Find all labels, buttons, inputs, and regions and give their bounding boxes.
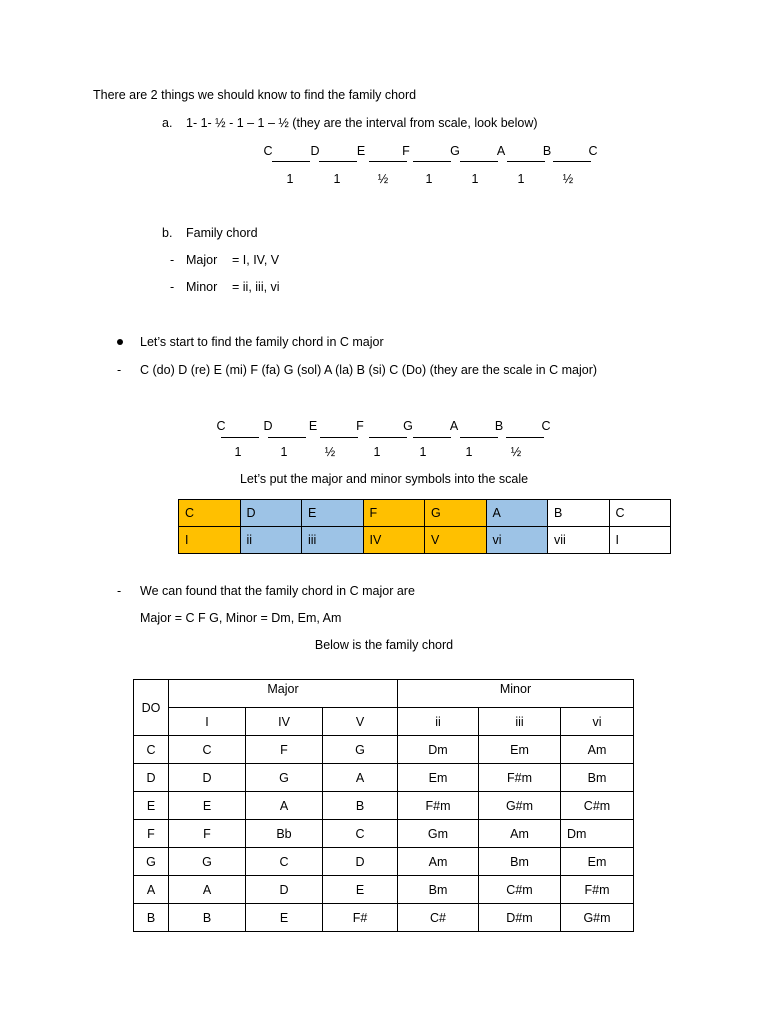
family-chord-cell: C xyxy=(246,848,323,876)
minor-label: Minor xyxy=(186,280,218,294)
table-row xyxy=(134,736,634,764)
family-chord-cell: Em xyxy=(479,736,561,764)
scale-interval-value: 1 xyxy=(465,445,473,459)
scale-table-note-cell: C xyxy=(609,500,671,527)
dash-marker-2: - xyxy=(117,584,122,598)
family-chord-cell: Gm xyxy=(398,820,479,848)
scale-interval-value: 1 xyxy=(419,445,427,459)
scale-note: D xyxy=(263,419,273,433)
scale-interval-value: ½ xyxy=(324,445,336,459)
family-chord-cell: Am xyxy=(561,736,634,764)
scale-note: D xyxy=(310,144,320,158)
family-chord-cell: B xyxy=(323,792,398,820)
family-chord-cell: Bm xyxy=(398,876,479,904)
family-chord-cell: Bm xyxy=(561,764,634,792)
family-chord-cell: C#m xyxy=(561,792,634,820)
scale-note: C xyxy=(216,419,226,433)
family-subheader-cell: iii xyxy=(479,708,561,736)
family-subheader-cell: ii xyxy=(398,708,479,736)
dash-marker-1: - xyxy=(117,363,122,377)
family-chord-cell: Am xyxy=(398,848,479,876)
item-b-marker: b. xyxy=(162,226,173,240)
major-label: Major xyxy=(186,253,218,267)
family-subheader-cell: V xyxy=(323,708,398,736)
family-chord-cell: G xyxy=(169,848,246,876)
scale-table-numeral-cell: I xyxy=(609,527,671,554)
scale-note: G xyxy=(450,144,460,158)
family-chord-cell: C xyxy=(169,736,246,764)
table-row xyxy=(134,764,634,792)
scale-interval-line xyxy=(507,161,545,162)
scale-table-notes-row xyxy=(179,500,671,527)
scale-interval-value: 1 xyxy=(286,172,294,186)
family-root-cell: G xyxy=(134,848,169,876)
scale-note: A xyxy=(449,419,459,433)
family-chord-cell: F xyxy=(169,820,246,848)
item-a-text: 1- 1- ½ - 1 – 1 – ½ (they are the interval from scale, look below) xyxy=(186,116,538,130)
scale-note: C xyxy=(263,144,273,158)
scale-interval-line xyxy=(369,161,407,162)
scale-interval-value: 1 xyxy=(425,172,433,186)
family-chord-cell: F# xyxy=(323,904,398,932)
minor-dash: - xyxy=(170,280,175,294)
family-chord-cell: D xyxy=(169,764,246,792)
scale-interval-value: 1 xyxy=(373,445,381,459)
family-chord-cell: F xyxy=(246,736,323,764)
item-a-marker: a. xyxy=(162,116,173,130)
scale-note: E xyxy=(356,144,366,158)
scale-table-note-cell: E xyxy=(302,500,364,527)
scale-interval-line xyxy=(369,437,407,438)
scale-table-numerals-row xyxy=(179,527,671,554)
table-row xyxy=(134,848,634,876)
scale-interval-line xyxy=(553,161,591,162)
scale-interval-value: ½ xyxy=(510,445,522,459)
family-chord-cell: D xyxy=(323,848,398,876)
family-chord-cell: C# xyxy=(398,904,479,932)
scale-table-note-cell: D xyxy=(240,500,302,527)
scale-interval-value: 1 xyxy=(517,172,525,186)
scale-note: F xyxy=(356,419,364,433)
family-chord-cell: F#m xyxy=(479,764,561,792)
scale-note: G xyxy=(403,419,413,433)
family-chord-cell: Em xyxy=(561,848,634,876)
bullet-icon xyxy=(117,339,123,345)
scale-note: C xyxy=(541,419,551,433)
major-dash: - xyxy=(170,253,175,267)
family-subheader-row xyxy=(134,708,634,736)
scale-interval-line xyxy=(319,161,357,162)
scale-interval-value: ½ xyxy=(377,172,389,186)
family-chord-cell: G xyxy=(323,736,398,764)
family-root-cell: A xyxy=(134,876,169,904)
family-chord-cell: A xyxy=(246,792,323,820)
scale-table-note-cell: F xyxy=(363,500,425,527)
family-chord-cell: B xyxy=(169,904,246,932)
family-subheader-cell: vi xyxy=(561,708,634,736)
family-chord-table xyxy=(133,679,634,932)
family-chord-cell: Am xyxy=(479,820,561,848)
family-root-cell: E xyxy=(134,792,169,820)
scale-interval-value: 1 xyxy=(333,172,341,186)
bullet-text: Let’s start to find the family chord in C major xyxy=(140,335,384,349)
major-value: = I, IV, V xyxy=(232,253,280,267)
family-root-cell: B xyxy=(134,904,169,932)
scale-interval-line xyxy=(272,161,310,162)
family-subheader-cell: I xyxy=(169,708,246,736)
scale-note: C xyxy=(588,144,598,158)
family-chord-cell: Dm xyxy=(561,820,634,848)
scale-table-numeral-cell: IV xyxy=(363,527,425,554)
scale-table-note-cell: A xyxy=(486,500,548,527)
minor-header: Minor xyxy=(398,680,634,708)
family-chord-cell: G#m xyxy=(479,792,561,820)
scale-table-numeral-cell: ii xyxy=(240,527,302,554)
family-root-cell: D xyxy=(134,764,169,792)
put-symbols-heading: Let’s put the major and minor symbols into the scale xyxy=(239,472,529,486)
family-chord-cell: Em xyxy=(398,764,479,792)
intro-text: There are 2 things we should know to find the family chord xyxy=(93,88,417,102)
scale-note: A xyxy=(496,144,506,158)
scale-table xyxy=(178,499,671,554)
scale-table-numeral-cell: iii xyxy=(302,527,364,554)
family-chord-cell: D xyxy=(246,876,323,904)
scale-table-numeral-cell: vii xyxy=(548,527,610,554)
minor-value: = ii, iii, vi xyxy=(232,280,280,294)
table-row xyxy=(134,904,634,932)
scale-interval-value: 1 xyxy=(471,172,479,186)
family-subheader-cell: IV xyxy=(246,708,323,736)
scale-interval-value: 1 xyxy=(234,445,242,459)
family-chord-cell: Bb xyxy=(246,820,323,848)
table-row xyxy=(134,876,634,904)
scale-table-note-cell: B xyxy=(548,500,610,527)
family-chord-cell: Dm xyxy=(398,736,479,764)
scale-table-note-cell: G xyxy=(425,500,487,527)
family-chord-cell: E xyxy=(323,876,398,904)
family-chord-cell: Bm xyxy=(479,848,561,876)
family-chord-cell: G#m xyxy=(561,904,634,932)
family-chord-cell: G xyxy=(246,764,323,792)
family-chord-cell: C xyxy=(323,820,398,848)
scale-interval-line xyxy=(460,437,498,438)
family-chord-cell: E xyxy=(246,904,323,932)
do-header: DO xyxy=(134,680,169,736)
table-row xyxy=(134,792,634,820)
family-root-cell: C xyxy=(134,736,169,764)
found-line: We can found that the family chord in C major are xyxy=(140,584,415,598)
item-b-text: Family chord xyxy=(186,226,258,240)
below-heading: Below is the family chord xyxy=(314,638,454,652)
scale-table-numeral-cell: vi xyxy=(486,527,548,554)
scale-description: C (do) D (re) E (mi) F (fa) G (sol) A (la) B (si) C (Do) (they are the scale in C major) xyxy=(140,363,598,377)
scale-interval-value: 1 xyxy=(280,445,288,459)
scale-interval-line xyxy=(506,437,544,438)
family-chord-cell: A xyxy=(323,764,398,792)
scale-interval-line xyxy=(460,161,498,162)
table-row xyxy=(134,820,634,848)
family-root-cell: F xyxy=(134,820,169,848)
family-chord-cell: E xyxy=(169,792,246,820)
family-chord-cell: D#m xyxy=(479,904,561,932)
family-chord-cell: C#m xyxy=(479,876,561,904)
scale-interval-line xyxy=(413,437,451,438)
family-chord-cell: A xyxy=(169,876,246,904)
scale-interval-line xyxy=(413,161,451,162)
scale-interval-line xyxy=(320,437,358,438)
major-minor-line: Major = C F G, Minor = Dm, Em, Am xyxy=(140,611,342,625)
scale-interval-line xyxy=(268,437,306,438)
scale-table-numeral-cell: V xyxy=(425,527,487,554)
scale-note: E xyxy=(308,419,318,433)
major-header: Major xyxy=(169,680,398,708)
scale-note: B xyxy=(494,419,504,433)
scale-interval-value: ½ xyxy=(562,172,574,186)
scale-table-note-cell: C xyxy=(179,500,241,527)
scale-interval-line xyxy=(221,437,259,438)
family-chord-cell: F#m xyxy=(561,876,634,904)
family-chord-cell: F#m xyxy=(398,792,479,820)
scale-note: F xyxy=(402,144,410,158)
scale-note: B xyxy=(542,144,552,158)
scale-table-numeral-cell: I xyxy=(179,527,241,554)
